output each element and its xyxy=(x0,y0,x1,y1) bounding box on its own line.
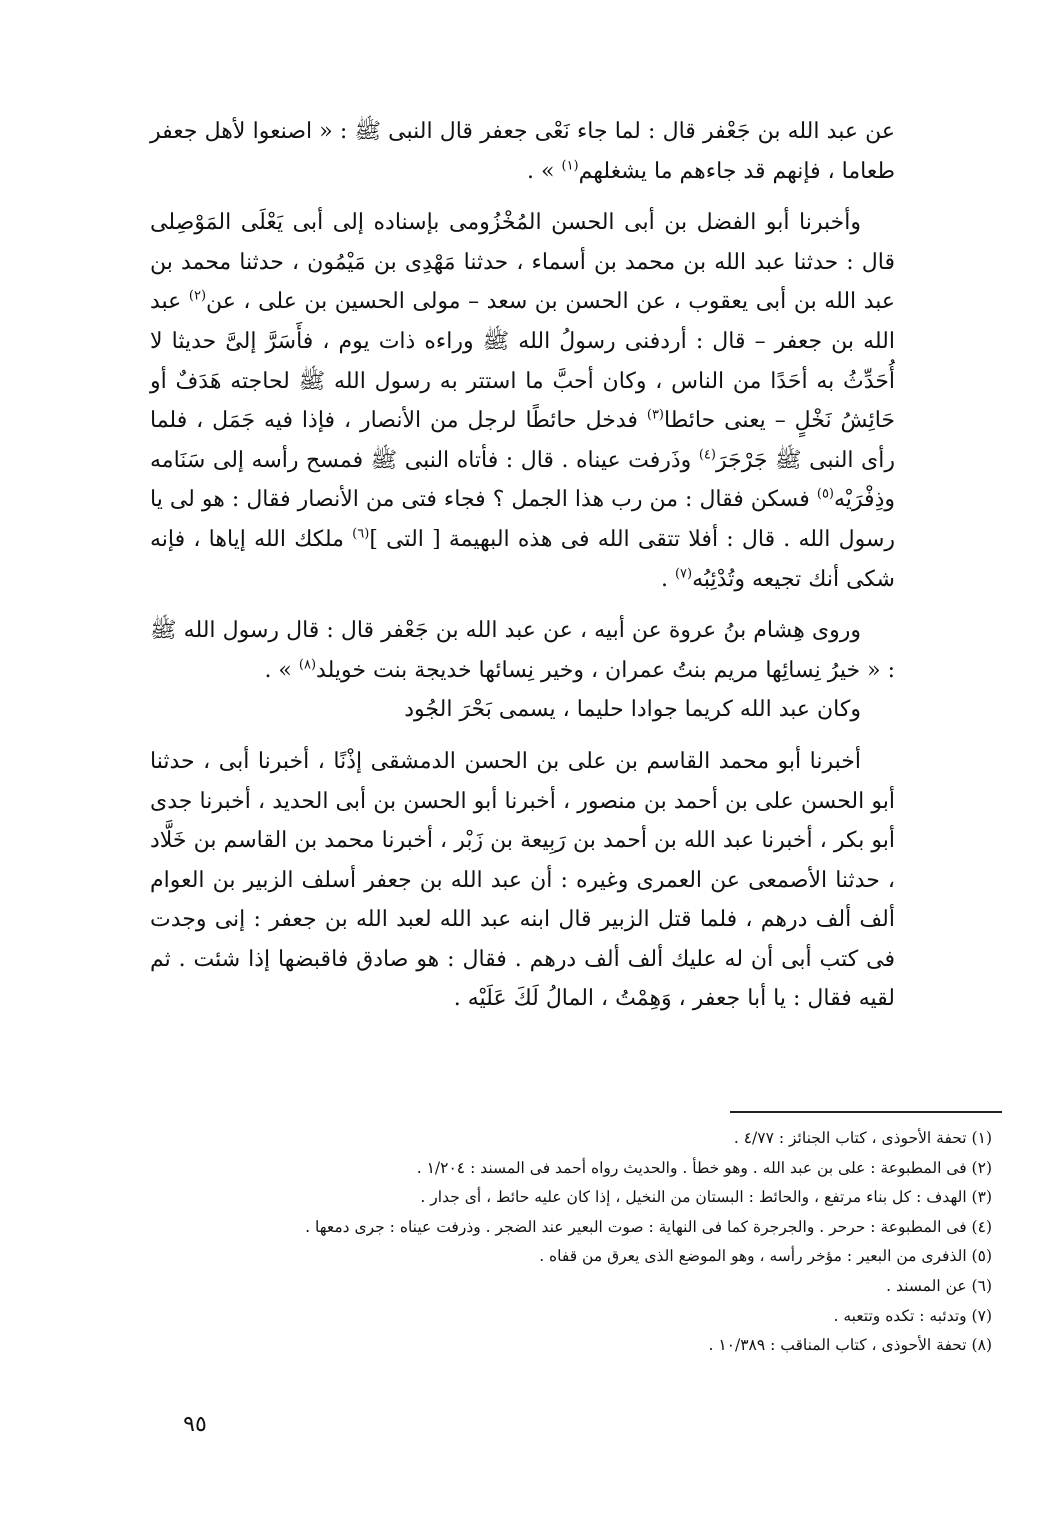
paragraph-2-end: . xyxy=(660,566,675,592)
footnote-3: (٣) الهدف : كل بناء مرتفع ، والحائط : البستان من النخيل ، إذا كان عليه حائط ، أى جدار . xyxy=(420,1188,992,1207)
paragraph-2-text-d: وذَرفت عيناه . قال : فأتاه النبى ﷺ فمسح رأسه إلى سَنَامه وذِفْرَيْه xyxy=(150,447,895,513)
footnote-5: (٥) الذفرى من البعير : مؤخر رأسه ، وهو الموضع الذى يعرق من قفاه . xyxy=(539,1247,992,1266)
footnote-ref-6: (٦) xyxy=(352,526,370,542)
footnote-ref-7: (٧) xyxy=(674,566,693,582)
footnote-1: (١) تحفة الأحوذى ، كتاب الجنائز : ٤/٧٧ . xyxy=(733,1129,992,1147)
paragraph-3-end: » . xyxy=(264,657,299,683)
footnote-2: (٢) فى المطبوعة : على بن عبد الله . وهو خطأ . والحديث رواه أحمد فى المسند : ١/٢٠٤ . xyxy=(416,1158,992,1177)
paragraph-1-text: عن عبد الله بن جَعْفر قال : لما جاء نَعْى جعفر قال النبى ﷺ : « اصنعوا لأهل جعفر طعاما ، فإنهم قد جاءهم ما يشغلهم xyxy=(150,119,895,184)
paragraph-2-text-f: ملكك الله إياها ، فإنه شكى أنك تجيعه وتُدْئِبُه xyxy=(150,526,895,592)
page-number: ٩٥ xyxy=(183,1412,207,1437)
paragraph-2-text-e: فسكن فقال : من رب هذا الجمل ؟ فجاء فتى من الأنصار فقال : هو لى يا رسول الله . قال : أفلا تتقى الله فى هذه البهيمة [ التى ] xyxy=(150,487,895,552)
paragraph-2-text-c: فدخل حائطًا لرجل من الأنصار ، فإذا فيه جَمَل ، فلما رأى النبى ﷺ جَرْجَرَ xyxy=(150,408,896,473)
footnote-ref-2: (٢) xyxy=(188,289,207,305)
footnote-ref-5: (٥) xyxy=(816,487,834,503)
footnote-4: (٤) فى المطبوعة : حرحر . والجرجرة كما فى النهاية : صوت البعير عند الضجر . وذرفت عيناه : جرى دمعها . xyxy=(305,1217,992,1236)
footnote-7: (٧) وتدئبه : تكده وتتعبه . xyxy=(833,1306,992,1325)
paragraph-5 xyxy=(150,742,895,1019)
footnote-ref-4: (٤) xyxy=(698,447,716,463)
paragraph-2-text-b: عبد الله بن جعفر – قال : أردفنى رسولُ الله ﷺ وراءه ذات يوم ، فأَسَرَّ إلىَّ حديثا لا أُحَدِّثُ به أحَدًا من الناس ، وكان أحبَّ ما استتر به رسول الله ﷺ لحاجته هَدَفٌ أو حَائِشُ نَخْلٍ – يعنى حائطا xyxy=(150,289,895,434)
footnote-ref-1: (١) xyxy=(561,158,579,174)
paragraph-2 xyxy=(150,203,895,599)
paragraph-3-text: وروى هِشام بنُ عروة عن أبيه ، عن عبد الله بن جَعْفر قال : قال رسول الله ﷺ : « خيرُ نِسائِها مريم بنتُ عمران ، وخير نِسائها خديجة بنت خويلد xyxy=(150,618,895,683)
paragraph-4 xyxy=(150,690,895,730)
main-text xyxy=(150,112,895,1019)
paragraph-4-text: وكان عبد الله كريما جوادا حليما ، يسمى بَحْرَ الجُود xyxy=(404,697,861,723)
footnote-divider xyxy=(730,1111,1002,1113)
paragraph-2-text-a: وأخبرنا أبو الفضل بن أبى الحسن المُخْزُومى بإسناده إلى أبى يَعْلَى المَوْصِلى قال : حدثنا عبد الله بن محمد بن أسماء ، حدثنا مَهْدِى بن مَيْمُون ، حدثنا محمد بن عبد الله بن أبى يعقوب ، عن الحسن بن سعد – مولى الحسين بن على ، عن xyxy=(150,210,896,315)
footnotes xyxy=(290,1124,992,1361)
paragraph-5-text: أخبرنا أبو محمد القاسم بن على بن الحسن الدمشقى إذْنًا ، أخبرنا أبى ، حدثنا أبو الحسن على بن أحمد بن منصور ، أخبرنا أبو الحسن بن أبى الحديد ، أخبرنا جدى أبو بكر ، أخبرنا عبد الله بن أحمد بن رَبِيعة بن زَبْر ، أخبرنا محمد بن القاسم بن خَلَّاد ، حدثنا الأصمعى عن العمرى وغيره : أن عبد الله بن جعفر أسلف الزبير بن العوام ألف ألف درهم ، فلما قتل الزبير قال ابنه عبد الله لعبد الله بن جعفر : إنى وجدت فى كتب أبى أن له عليك ألف ألف درهم . فقال : هو صادق فاقبضها إذا شئت . ثم لقيه فقال : يا أبا جعفر ، وَهِمْتُ ، المالُ لَكَ عَلَيْه . xyxy=(150,748,895,1012)
paragraph-3 xyxy=(150,611,895,690)
footnote-6: (٦) عن المسند . xyxy=(886,1276,992,1295)
footnote-ref-8: (٨) xyxy=(298,657,317,673)
paragraph-1-end: » . xyxy=(527,158,562,184)
paragraph-1 xyxy=(150,112,895,191)
footnote-ref-3: (٣) xyxy=(646,407,664,423)
footnote-8: (٨) تحفة الأحوذى ، كتاب المناقب : ١٠/٣٨٩ . xyxy=(708,1336,992,1355)
